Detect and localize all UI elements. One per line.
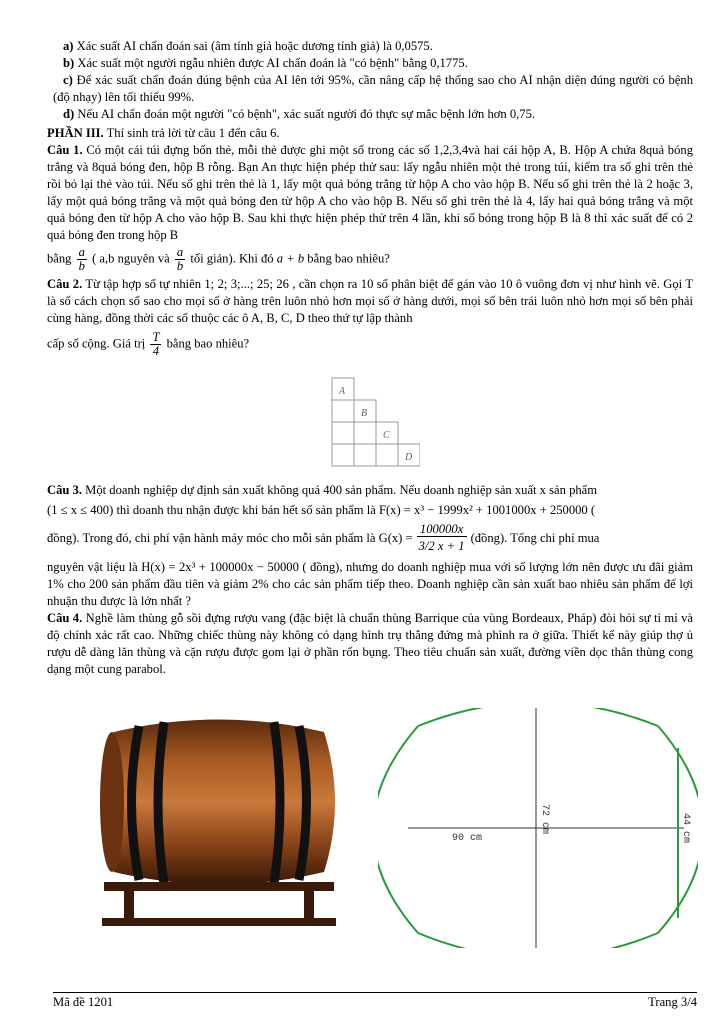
- fraction-a-b: $\frac{a}{b}$: [78, 245, 85, 273]
- g-fraction: $\frac{100000x}{3/2 x + 1}$: [418, 522, 465, 553]
- question-3-line2: (1 ≤ x ≤ 400) thì doanh thu nhận được khi bán hết số sản phẩm là F(x) = x³ − 1999x² + 1001000x + 250000 (: [47, 503, 596, 517]
- item-b: b) Xác suất một người ngẫu nhiên được AI chẩn đoán là "có bệnh" bằng 0,1775.: [63, 56, 468, 70]
- cell-d-label: D: [405, 452, 413, 463]
- page-footer: [53, 992, 697, 1010]
- part-heading: PHẦN III. Thí sinh trả lời từ câu 1 đến câu 6.: [47, 126, 280, 140]
- question-2: Câu 2. Từ tập hợp số tự nhiên 1; 2; 3;...; 25; 26 , cần chọn ra 10 số phân biệt để gán vào 10 ô vuông đơn vị như hình vẽ. Gọi T là số cách chọn số sao cho mọi số ở hàng trên luôn nhỏ hơn mọi số ở hàng dưới, mọi số bên trái luôn nhỏ hơn mọi số bên phải cùng hàng, đồng thời các số thuộc các ô A, B, C, D theo thứ tự lập thành: [47, 277, 694, 325]
- barrel-profile-diagram: [378, 708, 698, 948]
- end-height-label: 44 cm: [680, 813, 691, 844]
- page-content-lower: [47, 482, 693, 678]
- item-d: d) Nếu AI chẩn đoán một người "có bệnh", xác suất người đó thực sự mắc bệnh lớn hơn 0,75.: [63, 107, 536, 121]
- exam-code: Mã đề 1201: [53, 995, 114, 1009]
- fraction-t-4: $\frac{T}{4}$: [152, 330, 160, 358]
- question-2-end: cấp số cộng. Giá trị $\frac{T}{4}$ bằng bao nhiêu?: [47, 330, 250, 358]
- question-3: Câu 3. Một doanh nghiệp dự định sản xuất không quá 400 sản phẩm. Nếu doanh nghiệp sản xuất x sản phẩm: [47, 483, 598, 497]
- staircase-grid-figure: [280, 364, 420, 474]
- intro-items: [53, 38, 693, 123]
- page-number: Trang 3/4: [648, 995, 697, 1009]
- question-4: Câu 4. Nghề làm thùng gỗ sồi đựng rượu vang (đặc biệt là chuẩn thùng Barrique của vùng Bordeaux, Pháp) đòi hỏi sự tỉ mỉ và độ chính xác rất cao. Những chiếc thùng này không có dạng hình trụ thẳng đứng mà phình ra ở giữa. Thiết kế này giúp thợ ủ rượu dễ dàng lăn thùng và cặn rượu được gom lại ở phần rốn bụng. Theo tiêu chuẩn sản xuất, đường viền dọc thân thùng cong dạng một cung parabol.: [47, 611, 693, 676]
- question-3-rest: nguyên vật liệu là H(x) = 2x³ + 100000x − 50000 ( đồng), nhưng do doanh nghiệp mua với số lượng lớn nên được ưu đãi giảm 1% cho 200 sản phẩm đầu tiên và giảm 2% cho các sản phẩm tiếp theo. Doanh nghiệp cần sản xuất bao nhiêu sản phẩm để lợi nhuận thu được là lớn nhất ?: [47, 560, 693, 608]
- cell-c-label: C: [383, 430, 390, 441]
- question-1-end: bằng $\frac{a}{b}$ ( a,b nguyên và $\frac{a}{b}$ tối giản). Khi đó a + b bằng bao nhiêu?: [47, 245, 390, 273]
- cell-a-label: A: [339, 386, 346, 397]
- cell-b-label: B: [361, 408, 368, 419]
- length-label: 90 cm: [452, 833, 483, 844]
- item-a: a) Xác suất AI chẩn đoán sai (âm tính giả hoặc dương tính giả) là 0,0575.: [63, 39, 433, 53]
- wine-barrel-photo: [84, 712, 354, 932]
- fraction-a-b-2: $\frac{a}{b}$: [176, 245, 184, 273]
- question-1: Câu 1. Có một cái túi đựng bốn thẻ, mỗi thẻ được ghi một số trong các số 1,2,3,4và hai cái hộp A, B. Hộp A chứa 8quả bóng trắng và 8quả bóng đen, hộp B rỗng. Bạn An thực hiện phép thử sau: lấy ngẫu nhiên một thẻ trong túi, kiểm tra số ghi trên thẻ rồi bỏ lại thẻ vào túi. Nếu số ghi trên thẻ là 1, lấy một quả bóng trắng từ hộp A cho vào hộp B. Nếu số ghi trên thẻ là 2 hoặc 3, lấy một quả bóng trắng và một quả bóng đen từ hộp A cho vào hộp B. Nếu số ghi trên thẻ là 4, lấy hai quả bóng trắng và một quả bóng đen từ hộp A cho vào hộp B. Sau khi thực hiện phép thử trên 4 lần, khi số bóng trong hộp B là 8 thì xác suất để có 2 quả bóng đen trong hộp B: [47, 143, 693, 242]
- page-content: [47, 38, 694, 358]
- question-3-line3: đồng). Trong đó, chi phí vận hành máy móc cho mỗi sản phẩm là G(x) = $\frac{100000x}{3/2 x + 1}$ (đồng). Tổng chi phí mua: [47, 522, 600, 553]
- item-c: c) Để xác suất chẩn đoán đúng bệnh của AI lên tới 95%, cần nâng cấp hệ thống sao cho AI nhận diện đúng người có bệnh (độ nhạy) lên tối thiểu 99%.: [53, 73, 693, 104]
- mid-height-label: 72 cm: [539, 804, 550, 835]
